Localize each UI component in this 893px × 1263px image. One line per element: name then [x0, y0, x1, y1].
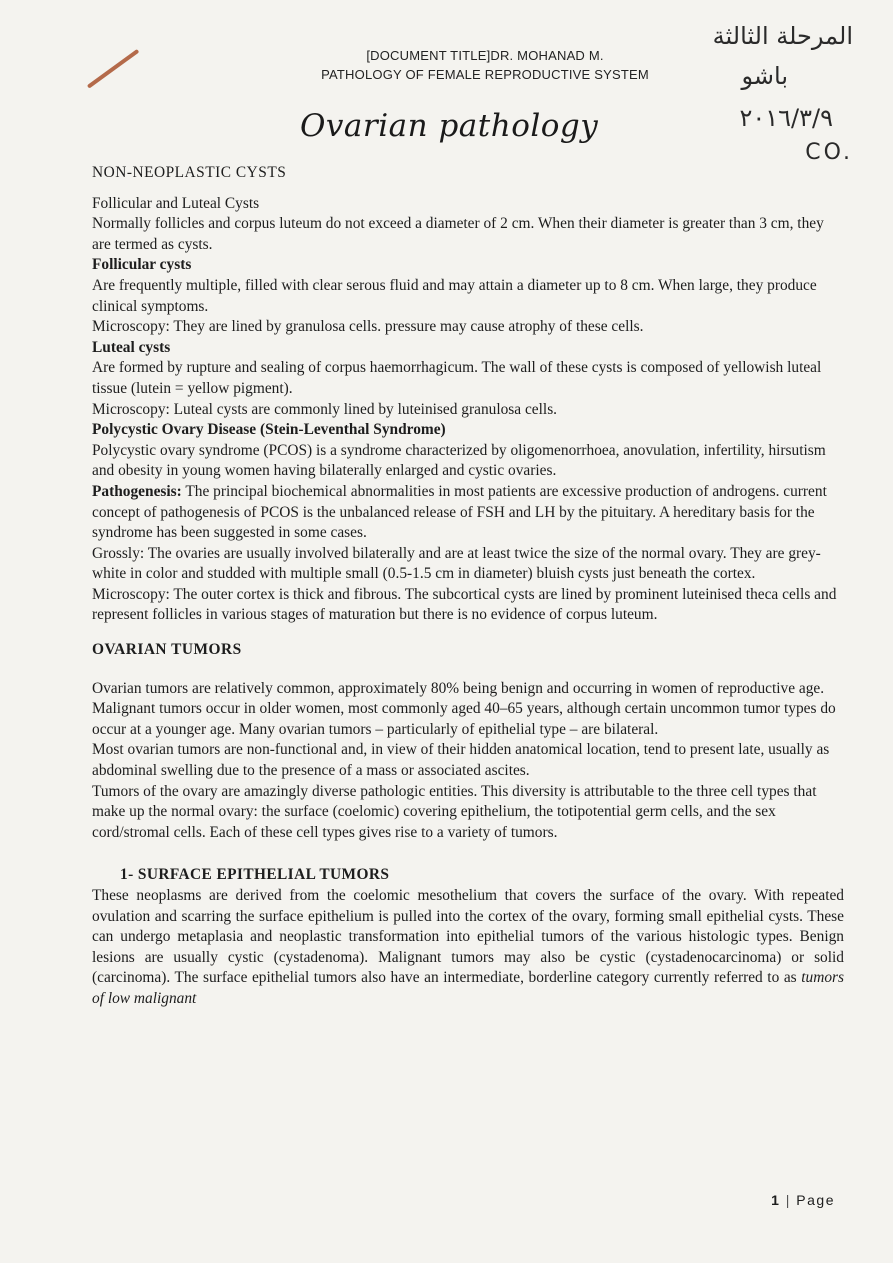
document-header	[250, 46, 720, 84]
subheading-follicular-luteal: Follicular and Luteal Cysts	[92, 194, 260, 212]
surface-italic-text: tumors of low malignant	[92, 969, 844, 1007]
surface-text: These neoplasms are derived from the coelomic mesothelium that covers the surface of the ovary. With repeated ovulation and scarring the surface epithelium is pulled into the cortex of the ovary, forming small epithelial cysts. These can undergo metaplasia and neoplastic transformation into epithelial tumors of the various histologic types. Benign lesions are usually cystic (cystadenoma). Malignant tumors may also be cystic (cystadenocarcinoma) or solid (carcinoma). The surface epithelial tumors also have an intermediate, borderline category currently referred to as	[92, 887, 844, 987]
handwritten-name: باشو	[741, 62, 788, 90]
paragraph-tumors-intro: Ovarian tumors are relatively common, approximately 80% being benign and occurring in women of reproductive age. Malignant tumors occur in older women, most commonly aged 40–65 years, although certain uncommon tumor types do occur at a younger age. Many ovarian tumors – particularly of epithelial type – are bilateral.	[92, 679, 836, 738]
pathogenesis-label: Pathogenesis:	[92, 482, 182, 500]
section-heading-non-neoplastic: NON-NEOPLASTIC CYSTS	[92, 164, 287, 181]
paragraph-follicular-microscopy: Microscopy: They are lined by granulosa cells. pressure may cause atrophy of these cells.	[92, 318, 644, 336]
heading-follicular-cysts: Follicular cysts	[92, 256, 192, 274]
section-heading-ovarian-tumors: OVARIAN TUMORS	[92, 641, 242, 659]
heading-pcos: Polycystic Ovary Disease (Stein-Leventhal Syndrome)	[92, 421, 446, 439]
paragraph-pathogenesis	[92, 482, 844, 544]
paragraph-tumors-diversity: Tumors of the ovary are amazingly diverse pathologic entities. This diversity is attributable to the three cell types that make up the normal ovary: the surface (coelomic) covering epithelium, the totipotential germ cells, and the sex cord/stromal cells. Each of these cell types gives rise to a variety of tumors.	[92, 782, 817, 841]
paragraph-luteal-microscopy: Microscopy: Luteal cysts are commonly lined by luteinised granulosa cells.	[92, 400, 558, 418]
pen-mark	[87, 49, 140, 89]
page-label: Page	[796, 1192, 835, 1208]
pathogenesis-text: The principal biochemical abnormalities in most patients are excessive production of androgens. current concept of pathogenesis of PCOS is the unbalanced release of FSH and LH by the pituitary. A hereditary basis for the syndrome has been suggested in some cases.	[92, 482, 827, 542]
header-line-2: PATHOLOGY OF FEMALE REPRODUCTIVE SYSTEM	[321, 67, 649, 82]
heading-luteal-cysts: Luteal cysts	[92, 338, 171, 356]
section-heading-surface-epithelial: 1- SURFACE EPITHELIAL TUMORS	[120, 866, 390, 884]
handwritten-note: CO.	[805, 140, 853, 165]
paragraph-normal-size: Normally follicles and corpus luteum do not exceed a diameter of 2 cm. When their diameter is greater than 3 cm, they are termed as cysts.	[92, 215, 824, 253]
document-body	[92, 163, 844, 1010]
paragraph-surface-epithelial	[92, 886, 844, 1010]
paragraph-luteal: Are formed by rupture and sealing of corpus haemorrhagicum. The wall of these cysts is composed of yellowish luteal tissue (lutein = yellow pigment).	[92, 359, 822, 397]
page-number: 1	[771, 1192, 781, 1208]
header-line-1: [DOCUMENT TITLE]DR. MOHANAD M.	[366, 48, 604, 63]
page-title: Ovarian pathology	[300, 108, 599, 144]
paragraph-pcos: Polycystic ovary syndrome (PCOS) is a syndrome characterized by oligomenorrhoea, anovulation, infertility, hirsutism and obesity in young women having bilaterally enlarged and cystic ovaries.	[92, 441, 826, 480]
handwritten-stage: المرحلة الثالثة	[712, 22, 853, 50]
paragraph-grossly: Grossly: The ovaries are usually involved bilaterally and are at least twice the size of the normal ovary. They are grey-white in color and studded with multiple small (0.5-1.5 cm in diameter) bluish cysts just beneath the cortex.	[92, 544, 821, 583]
paragraph-follicular: Are frequently multiple, filled with clear serous fluid and may attain a diameter up to 8 cm. When large, they produce clinical symptoms.	[92, 276, 817, 315]
paragraph-microscopy: Microscopy: The outer cortex is thick and fibrous. The subcortical cysts are lined by prominent luteinised theca cells and represent follicles in various stages of maturation but there is no evidence of corpus luteum.	[92, 585, 837, 624]
handwritten-date: ٢٠١٦/٣/٩	[739, 104, 833, 132]
page-footer: 1 | Page	[771, 1192, 835, 1208]
paragraph-tumors-presentation: Most ovarian tumors are non-functional and, in view of their hidden anatomical location, tend to present late, usually as abdominal swelling due to the presence of a mass or associated ascites.	[92, 741, 830, 780]
